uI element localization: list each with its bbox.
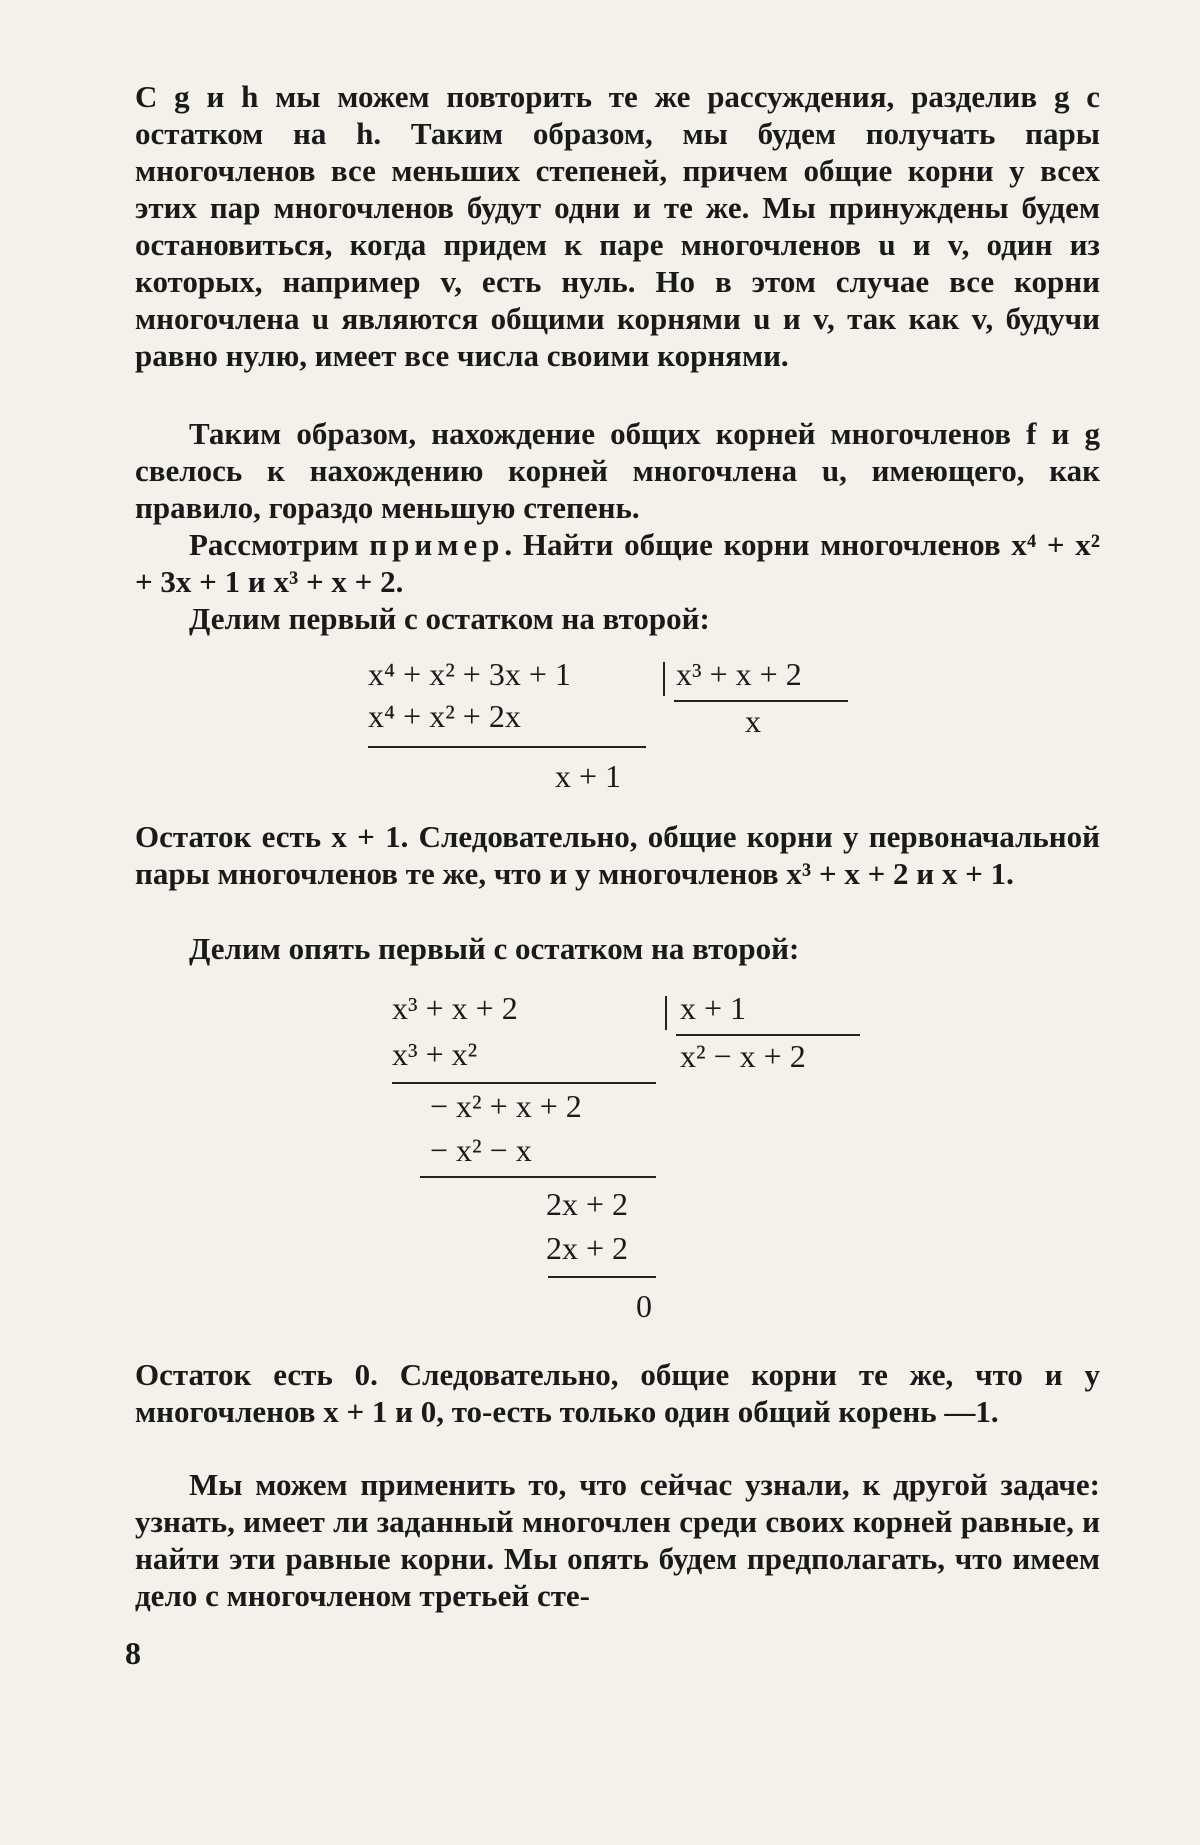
division1-divider — [663, 662, 665, 696]
division1-dividend: x⁴ + x² + 3x + 1 — [368, 656, 571, 692]
division1-remainder: x + 1 — [555, 758, 622, 794]
division2-step3: − x² − x — [430, 1132, 532, 1168]
division2-step5: 2x + 2 — [546, 1230, 629, 1266]
division2-rule-3 — [548, 1276, 656, 1278]
paragraph-3-lead: Рассмотрим — [189, 527, 370, 562]
paragraph-4: Делим первый с остатком на второй: — [189, 601, 710, 636]
division2-rule-2 — [420, 1176, 656, 1178]
paragraph-3 — [135, 526, 1100, 600]
division2-divider — [665, 996, 667, 1030]
division1-divisor-line — [674, 700, 848, 702]
paragraph-6: Делим опять первый с остатком на второй: — [189, 931, 800, 966]
example-word: пример — [369, 527, 505, 562]
division2-divisor-line — [676, 1034, 860, 1036]
paragraph-3-rest: . Найти общие корни многочленов x⁴ + x² + 3x + 1 и x³ + x + 2. — [135, 527, 1101, 599]
division2-rule-1 — [392, 1082, 656, 1084]
division2-step4: 2x + 2 — [546, 1186, 629, 1222]
division1-quotient: x — [745, 703, 761, 739]
division2-quotient: x² − x + 2 — [680, 1038, 806, 1074]
paragraph-2: Таким образом, нахождение общих корней многочленов f и g свелось к нахождению корней многочлена u, имеющего, как правило, гораздо меньшую степень. — [135, 416, 1100, 525]
page-number: 8 — [125, 1635, 141, 1671]
division2-remainder: 0 — [636, 1288, 652, 1324]
paragraph-7: Остаток есть 0. Следовательно, общие корни те же, что и у многочленов x + 1 и 0, то-есть только один общий корень —1. — [135, 1357, 1100, 1429]
paragraph-5: Остаток есть x + 1. Следовательно, общие корни у первоначальной пары многочленов те же, что и у многочленов x³ + x + 2 и x + 1. — [135, 819, 1100, 891]
division1-subtract: x⁴ + x² + 2x — [368, 698, 521, 734]
paragraph-8: Мы можем применить то, что сейчас узнали, к другой задаче: узнать, имеет ли заданный многочлен среди своих корней равные, и найти эти равные корни. Мы опять будем предполагать, что имеем дело с многочленом третьей сте- — [135, 1467, 1100, 1613]
paragraph-1: С g и h мы можем повторить те же рассуждения, разделив g с остатком на h. Таким образом, мы будем получать пары многочленов все меньших степеней, причем общие корни у всех этих пар многочленов будут одни и те же. Мы принуждены будем остановиться, когда придем к паре многочленов u и v, один из которых, например v, есть нуль. Но в этом случае все корни многочлена u являются общими корнями u и v, так как v, будучи равно нулю, имеет все числа своими корнями. — [135, 79, 1100, 373]
division1-divisor: x³ + x + 2 — [676, 656, 802, 692]
division2-divisor: x + 1 — [680, 990, 747, 1026]
division2-dividend: x³ + x + 2 — [392, 990, 518, 1026]
division2-step2: − x² + x + 2 — [430, 1088, 582, 1124]
division1-rule — [368, 746, 646, 748]
division2-step1: x³ + x² — [392, 1036, 478, 1072]
